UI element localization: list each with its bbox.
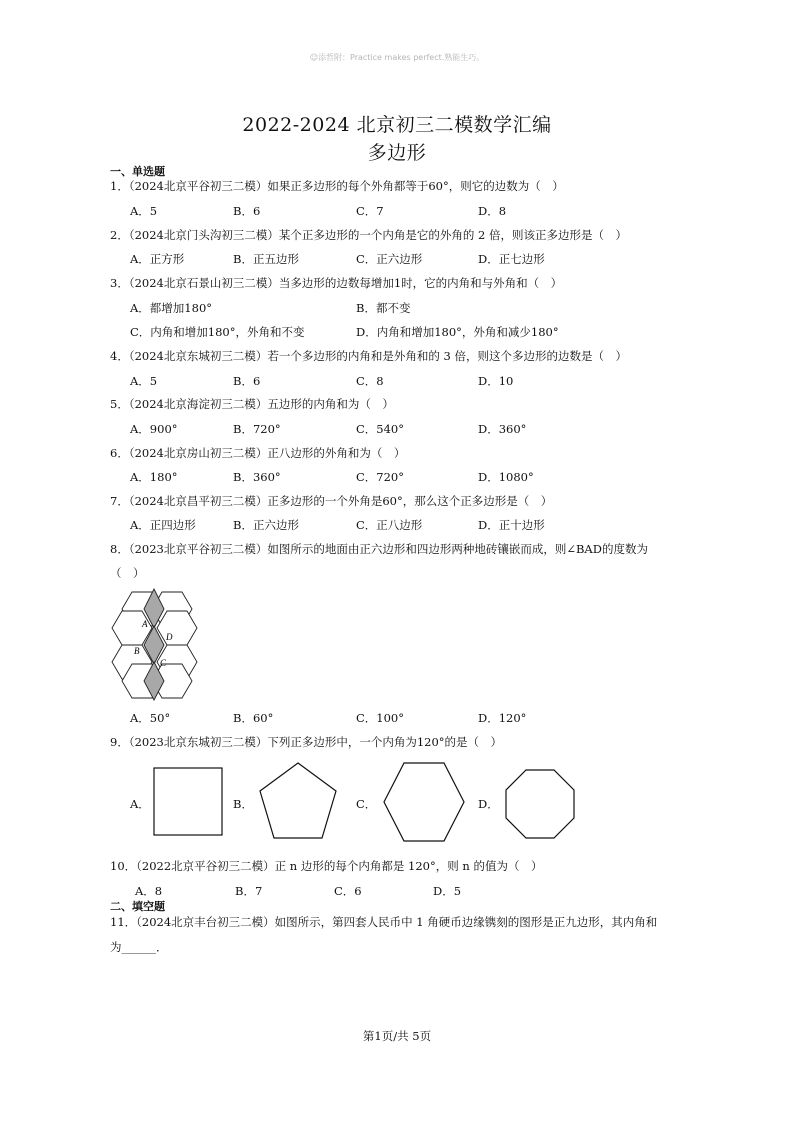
option-b[interactable]: B．都不变 bbox=[356, 301, 411, 315]
question-text: 如图所示的地面由正六边形和四边形两种地砖镶嵌而成，则∠BAD的度数为 bbox=[267, 542, 648, 556]
question-text: 当多边形的边数每增加1时，它的内角和与外角和（ ） bbox=[278, 276, 563, 290]
square-shape bbox=[152, 766, 224, 838]
option-c[interactable]: C．720° bbox=[356, 470, 404, 484]
question-source: （2024北京东城初三二模） bbox=[128, 349, 268, 363]
option-a[interactable]: A．5 bbox=[130, 204, 158, 218]
option-d[interactable]: D． bbox=[478, 797, 499, 811]
option-d[interactable]: D．正七边形 bbox=[478, 252, 545, 266]
question-source: （2024北京昌平初三二模） bbox=[128, 494, 268, 508]
question-number: 2． bbox=[110, 228, 129, 242]
question-source: （2024北京海淀初三二模） bbox=[128, 397, 268, 411]
question-source: （2024北京房山初三二模） bbox=[128, 446, 268, 460]
question-10 bbox=[110, 858, 690, 874]
question-number: 11． bbox=[110, 915, 137, 929]
question-4 bbox=[110, 348, 690, 364]
option-d[interactable]: D．10 bbox=[478, 374, 514, 388]
option-a[interactable]: A．8 bbox=[135, 884, 163, 898]
question-number: 9． bbox=[110, 735, 129, 749]
question-number: 10． bbox=[110, 859, 137, 873]
question-text: 正多边形的一个外角是60°，那么这个正多边形是（ ） bbox=[267, 494, 553, 508]
option-d[interactable]: D．正十边形 bbox=[478, 518, 545, 532]
question-number: 1． bbox=[110, 179, 129, 193]
question-text: 若一个多边形的内角和是外角和的 3 倍，则这个多边形的边数是（ ） bbox=[267, 349, 627, 363]
option-b[interactable]: B．正五边形 bbox=[233, 252, 299, 266]
option-b[interactable]: B．正六边形 bbox=[233, 518, 299, 532]
option-b[interactable]: B． bbox=[233, 797, 253, 811]
option-b[interactable]: B．6 bbox=[233, 374, 261, 388]
option-a[interactable]: A． bbox=[130, 797, 150, 811]
option-c[interactable]: C．正八边形 bbox=[356, 518, 423, 532]
option-c[interactable]: C．正六边形 bbox=[356, 252, 423, 266]
option-a[interactable]: A．5 bbox=[130, 374, 158, 388]
question-number: 3． bbox=[110, 276, 129, 290]
page-subtitle: 多边形 bbox=[367, 142, 427, 164]
question-8-bracket: （ ） bbox=[110, 566, 145, 580]
option-d[interactable]: D．8 bbox=[478, 204, 507, 218]
question-text: 五边形的内角和为（ ） bbox=[267, 397, 394, 411]
question-source: （2022北京平谷初三二模） bbox=[136, 859, 275, 873]
tiling-figure bbox=[108, 588, 200, 702]
option-c[interactable]: C．540° bbox=[356, 422, 404, 436]
question-text: 如果正多边形的每个外角都等于60°，则它的边数为（ ） bbox=[267, 179, 564, 193]
option-b[interactable]: B．60° bbox=[233, 711, 274, 725]
question-number: 7． bbox=[110, 494, 129, 508]
question-1 bbox=[110, 178, 690, 194]
figure-label-a: A bbox=[142, 619, 148, 629]
page-title: 2022-2024 北京初三二模数学汇编 bbox=[242, 114, 552, 136]
option-d[interactable]: D．5 bbox=[433, 884, 462, 898]
question-text: 正八边形的外角和为（ ） bbox=[267, 446, 406, 460]
question-6 bbox=[110, 445, 690, 461]
hexagon-shape bbox=[382, 760, 466, 844]
question-text: 某个正多边形的一个内角是它的外角的 2 倍，则该正多边形是（ ） bbox=[278, 228, 627, 242]
option-b[interactable]: B．6 bbox=[233, 204, 261, 218]
watermark: ☺添哲附：Practice makes perfect.熟能生巧。 bbox=[309, 53, 485, 62]
option-c[interactable]: C．6 bbox=[334, 884, 362, 898]
option-d[interactable]: D．120° bbox=[478, 711, 527, 725]
question-11 bbox=[110, 914, 690, 930]
option-a[interactable]: A．正四边形 bbox=[130, 518, 196, 532]
figure-label-d: D bbox=[166, 632, 173, 642]
option-c[interactable]: C． bbox=[356, 797, 377, 811]
option-c[interactable]: C．100° bbox=[356, 711, 404, 725]
figure-label-b: B bbox=[134, 646, 140, 656]
section-heading-single-choice: 一、单选题 bbox=[110, 165, 165, 178]
question-3 bbox=[110, 275, 690, 291]
question-source: （2023北京东城初三二模） bbox=[128, 735, 268, 749]
option-a[interactable]: A．都增加180° bbox=[130, 301, 213, 315]
question-source: （2023北京平谷初三二模） bbox=[128, 542, 268, 556]
question-8 bbox=[110, 541, 690, 557]
question-text: 正 n 边形的每个内角都是 120°，则 n 的值为（ ） bbox=[274, 859, 543, 873]
option-a[interactable]: A．900° bbox=[130, 422, 178, 436]
option-b[interactable]: B．720° bbox=[233, 422, 281, 436]
question-source: （2024北京石景山初三二模） bbox=[128, 276, 279, 290]
option-a[interactable]: A．正方形 bbox=[130, 252, 185, 266]
answer-blank[interactable]: 为______． bbox=[110, 940, 168, 954]
question-number: 4． bbox=[110, 349, 129, 363]
pentagon-shape bbox=[256, 760, 340, 844]
figure-label-c: C bbox=[160, 658, 167, 668]
question-source: （2024北京丰台初三二模） bbox=[136, 915, 275, 929]
option-c[interactable]: C．7 bbox=[356, 204, 384, 218]
option-b[interactable]: B．360° bbox=[233, 470, 281, 484]
section-heading-fill-blank: 二、填空题 bbox=[110, 900, 165, 913]
question-text: 下列正多边形中，一个内角为120°的是（ ） bbox=[267, 735, 503, 749]
question-2 bbox=[110, 227, 690, 243]
question-source: （2024北京平谷初三二模） bbox=[128, 179, 268, 193]
question-5 bbox=[110, 396, 690, 412]
option-d[interactable]: D．1080° bbox=[478, 470, 534, 484]
octagon-shape bbox=[504, 768, 576, 840]
option-c[interactable]: C．8 bbox=[356, 374, 384, 388]
question-text: 如图所示，第四套人民币中 1 角硬币边缘镌刻的图形是正九边形，其内角和 bbox=[274, 915, 658, 929]
page-footer: 第1页/共 5页 bbox=[362, 1029, 432, 1043]
question-number: 6． bbox=[110, 446, 129, 460]
question-9 bbox=[110, 734, 690, 750]
question-source: （2024北京门头沟初三二模） bbox=[128, 228, 279, 242]
option-b[interactable]: B．7 bbox=[235, 884, 263, 898]
option-a[interactable]: A．180° bbox=[130, 470, 178, 484]
option-c[interactable]: C．内角和增加180°，外角和不变 bbox=[130, 325, 305, 339]
option-a[interactable]: A．50° bbox=[130, 711, 171, 725]
option-d[interactable]: D．内角和增加180°，外角和减少180° bbox=[356, 325, 559, 339]
question-number: 8． bbox=[110, 542, 129, 556]
question-number: 5． bbox=[110, 397, 129, 411]
option-d[interactable]: D．360° bbox=[478, 422, 527, 436]
question-7 bbox=[110, 493, 690, 509]
